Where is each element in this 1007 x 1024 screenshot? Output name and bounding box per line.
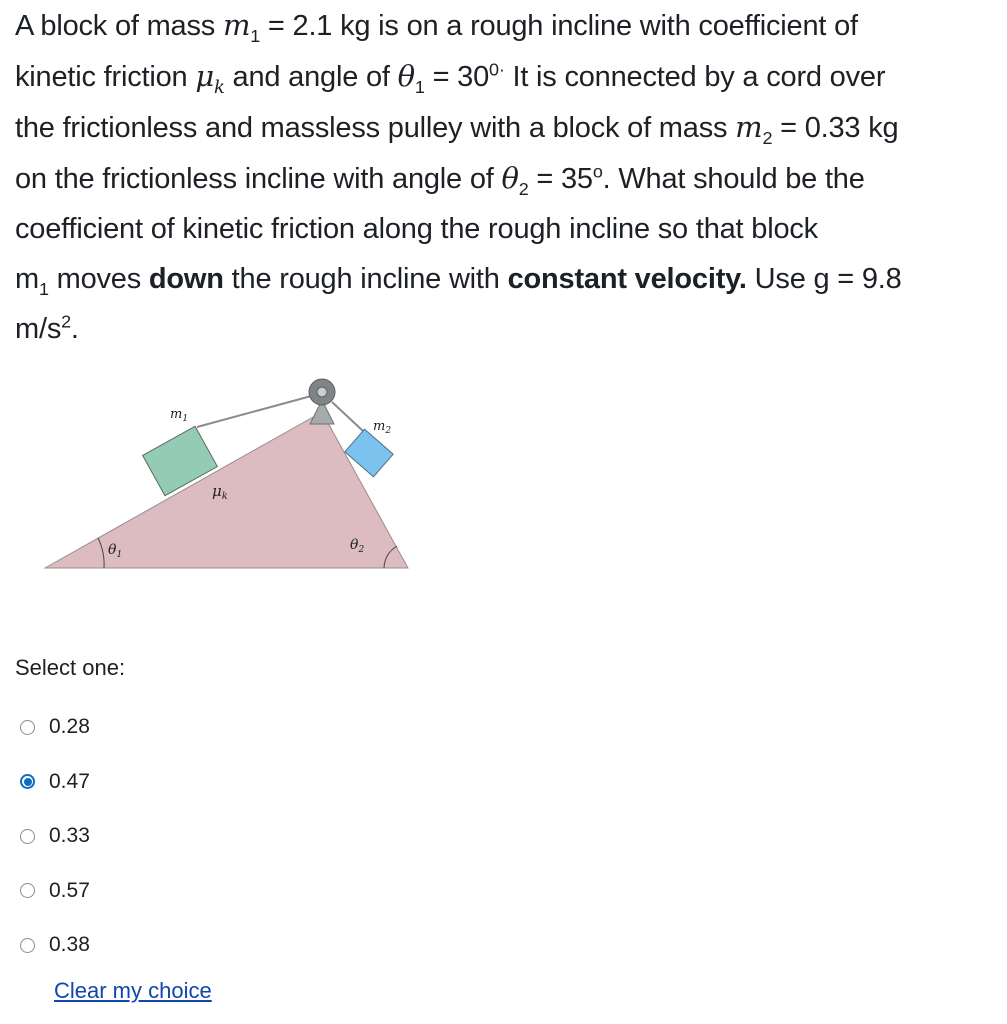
option-0-57[interactable] xyxy=(20,864,90,919)
question-line-6: $m_1$ moves down the rough incline with constant velocity. Use g = 9.8 xyxy=(15,263,902,299)
question-line-5: coefficient of kinetic friction along the rough incline so that block xyxy=(15,213,818,245)
question-line-7: $m/s^2$. xyxy=(15,311,79,345)
option-label: 0.33 xyxy=(49,824,90,848)
radio-icon[interactable] xyxy=(20,720,35,735)
option-label: 0.47 xyxy=(49,769,90,793)
label-m1: $m_1$ xyxy=(170,407,189,424)
label-m2: $m_2$ xyxy=(373,419,392,436)
radio-icon[interactable] xyxy=(20,829,35,844)
clear-my-choice-link[interactable]: Clear my choice xyxy=(54,978,212,1003)
question-line-3: the frictionless and massless pulley with a block of mass $m_2 = 0.33$ kg xyxy=(15,110,899,148)
label-mu-k: $\mu_k$ xyxy=(212,482,228,502)
option-0-33[interactable] xyxy=(20,809,90,864)
radio-icon[interactable] xyxy=(20,774,35,789)
option-0-28[interactable] xyxy=(20,700,90,755)
option-label: 0.28 xyxy=(49,715,90,739)
question-line-4: on the frictionless incline with angle of $\theta_2 = 35^o$. What should be the xyxy=(15,161,865,199)
incline-pulley-diagram xyxy=(40,370,420,580)
label-theta1: $\theta_1$ xyxy=(108,542,123,560)
option-label: 0.38 xyxy=(49,933,90,957)
question-line-1: A block of mass $m_1 = 2.1$ kg is on a rough incline with coefficient of xyxy=(15,8,858,46)
radio-icon[interactable] xyxy=(20,938,35,953)
answer-options xyxy=(20,700,90,973)
label-theta2: $\theta_2$ xyxy=(350,537,365,555)
select-one-label: Select one: xyxy=(15,655,126,680)
cord-left xyxy=(197,395,315,427)
radio-icon[interactable] xyxy=(20,883,35,898)
question-text xyxy=(15,0,1000,354)
option-label: 0.57 xyxy=(49,878,90,902)
question-line-2: kinetic friction $\mu_k$ and angle of $\theta_1 = 30^{0\cdot}$ It is connected by a cord over xyxy=(15,59,886,98)
pulley-axle xyxy=(317,387,327,397)
option-0-38[interactable] xyxy=(20,918,90,973)
option-0-47[interactable] xyxy=(20,755,90,810)
